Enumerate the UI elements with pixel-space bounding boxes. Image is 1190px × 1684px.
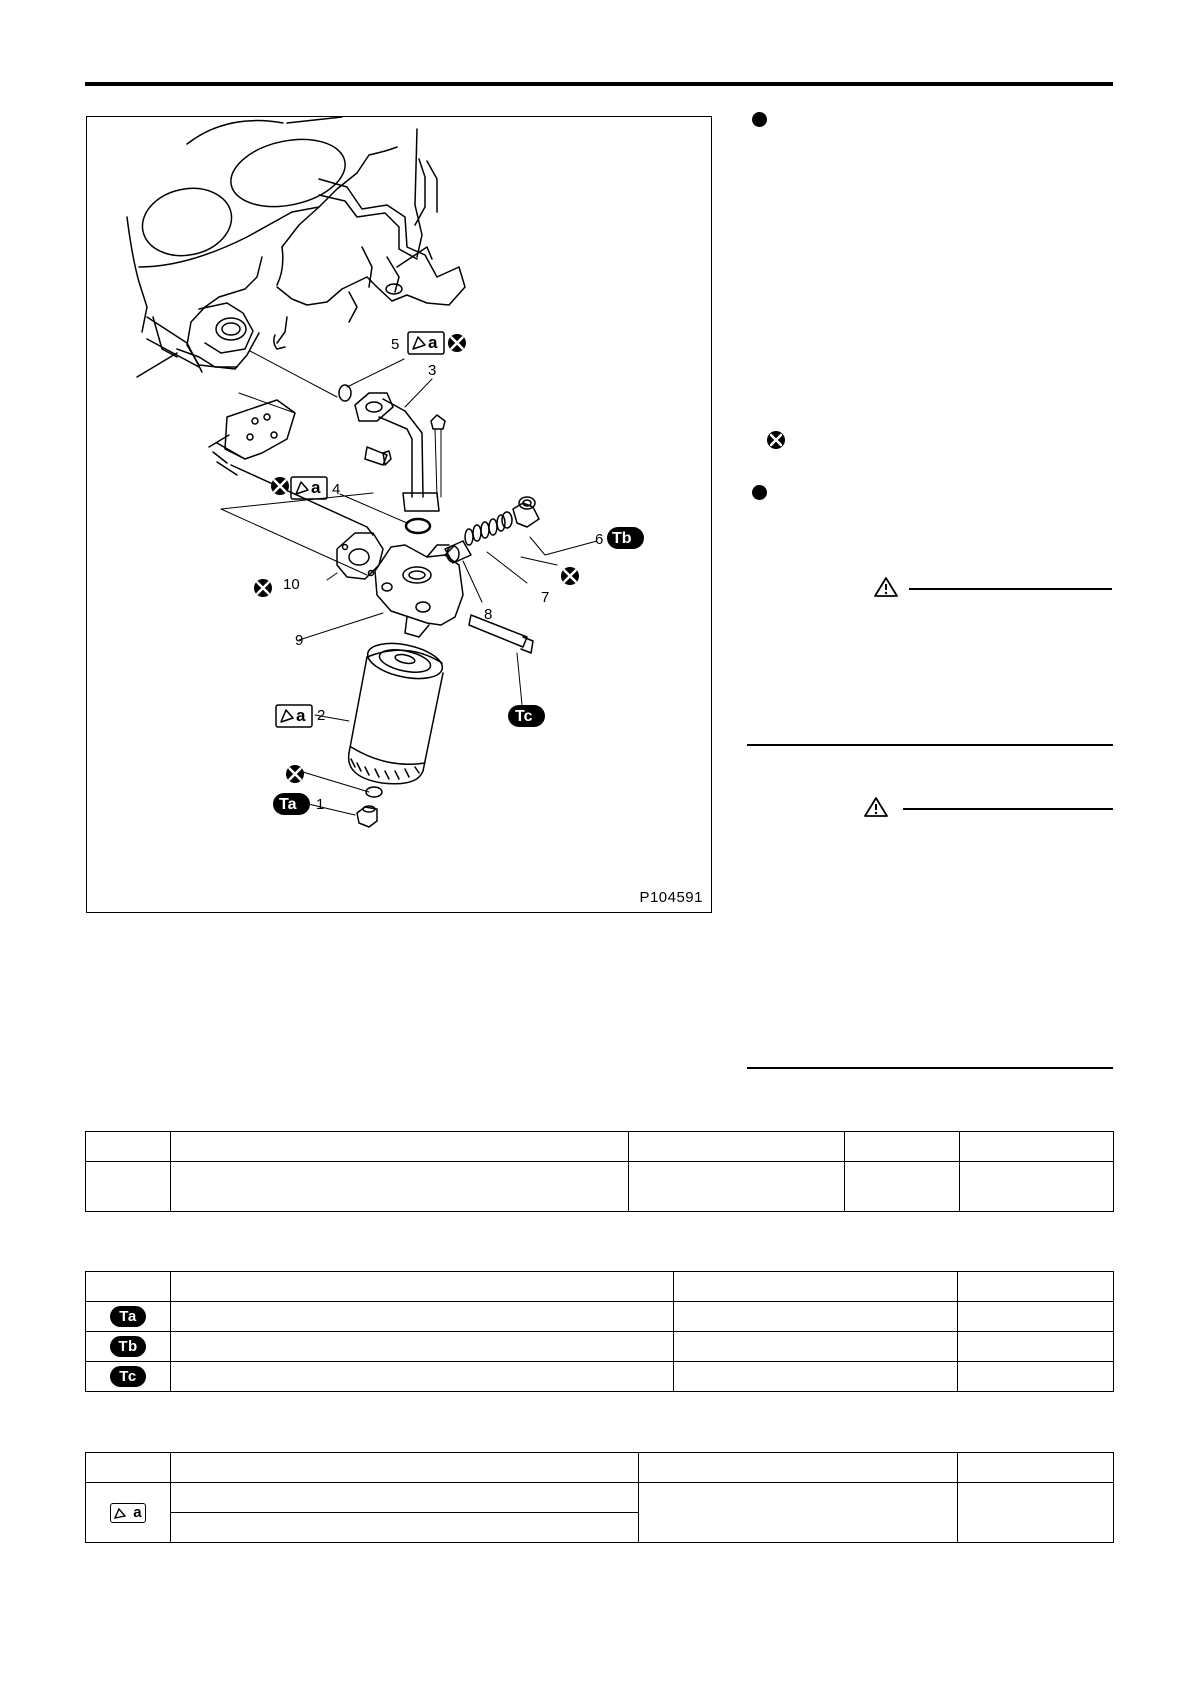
table-cell [629,1162,845,1212]
replace-x-icon [561,567,579,585]
lubricant-sealant-table [85,1452,1114,1543]
torque-tb-label: Tb [612,530,632,547]
callout-7: 7 [541,589,550,606]
tightening-torque-table [85,1271,1114,1392]
table-row [86,1302,1114,1332]
torque-ta-badge: Ta [110,1306,146,1327]
part-4-o-ring [406,519,430,533]
table-cell [171,1513,639,1543]
note-bullet-icon [752,112,767,127]
sealant-letter: a [428,333,438,352]
caution-end-rule [747,1067,1113,1069]
part-7-washer [502,512,512,528]
sealant-icon [114,1507,126,1519]
pipe-bolt [365,447,391,465]
header-cell [171,1132,629,1162]
part-5-o-ring [339,385,351,401]
header-cell [958,1453,1114,1483]
header-cell [171,1272,674,1302]
header-cell [86,1453,171,1483]
sealant-letter: a [296,706,306,725]
callout-5: 5 [391,336,400,353]
sealant-badge [110,1503,146,1523]
torque-tc-badge: Tc [110,1366,146,1387]
note-bullet-icon [752,485,767,500]
table-header-row [86,1453,1114,1483]
table-cell [171,1332,674,1362]
sealant-icon [276,705,312,727]
callout-leaders [293,359,597,815]
header-cell [958,1272,1114,1302]
callout-4: 4 [332,481,341,498]
table-cell [845,1162,960,1212]
figure-code: P104591 [639,889,703,906]
sealant-icon [408,332,444,354]
part-1-drain-plug [357,806,377,827]
table-cell [86,1162,171,1212]
replace-x-icon [286,765,304,783]
header-cell [629,1132,845,1162]
header-cell [845,1132,960,1162]
replace-x-icon [766,430,786,450]
caution-rule [909,588,1112,590]
exploded-view-figure [86,116,712,913]
table-cell [639,1483,958,1543]
replace-x-icon [254,579,272,597]
torque-tc-label: Tc [515,708,533,725]
warning-triangle-icon [873,576,899,598]
table-header-row [86,1132,1114,1162]
header-rule [85,82,1113,86]
torque-tb-badge: Tb [110,1336,146,1357]
replace-x-icon [271,477,289,495]
table-cell [674,1362,958,1392]
callout-10: 10 [283,576,300,593]
sealant-icon [291,477,327,499]
caution-heading [863,796,1113,820]
service-standards-table [85,1131,1114,1212]
oil-filter-assembly-drawing [87,117,711,912]
header-cell [674,1272,958,1302]
header-cell [86,1132,171,1162]
table-cell [674,1332,958,1362]
table-header-row [86,1272,1114,1302]
table-cell [958,1302,1114,1332]
table-row [86,1362,1114,1392]
callout-1: 1 [316,796,325,813]
callout-2: 2 [317,707,326,724]
header-cell [171,1453,639,1483]
table-cell [958,1332,1114,1362]
table-row [86,1483,1114,1513]
header-cell [960,1132,1114,1162]
caution-rule [903,808,1113,810]
table-cell [171,1162,629,1212]
callout-9: 9 [295,632,304,649]
replace-x-icon [448,334,466,352]
warning-triangle-icon [863,796,889,818]
sealant-letter: a [133,1504,142,1521]
table-row [86,1162,1114,1212]
table-cell [171,1483,639,1513]
part-7-spring [465,515,505,545]
callout-6: 6 [595,531,604,548]
caution-heading [873,576,1113,600]
bracket-long-bolt [469,615,533,653]
part-6-plug [513,497,539,527]
table-cell [958,1362,1114,1392]
sealant-letter: a [311,478,321,497]
table-row [86,1332,1114,1362]
part-2-oil-filter [349,637,446,783]
table-cell [171,1302,674,1332]
caution-end-rule [747,744,1113,746]
table-cell [958,1483,1114,1543]
header-cell [86,1272,171,1302]
table-cell [960,1162,1114,1212]
table-cell [674,1302,958,1332]
callout-8: 8 [484,606,493,623]
torque-ta-label: Ta [279,796,297,813]
header-cell [639,1453,958,1483]
table-cell [171,1362,674,1392]
callout-3: 3 [428,362,437,379]
